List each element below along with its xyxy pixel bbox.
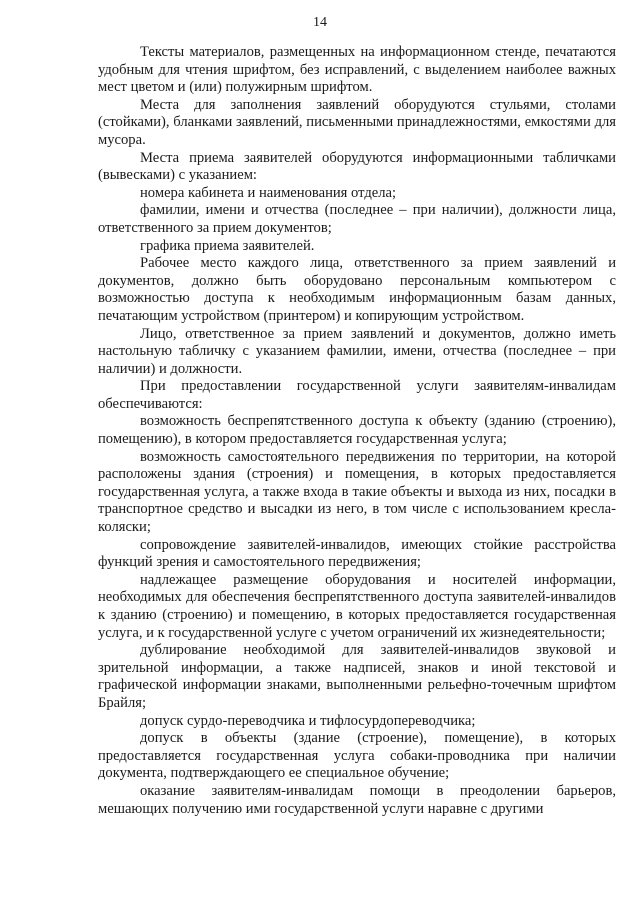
page-number: 14: [313, 15, 327, 30]
list-item: дублирование необходимой для заявителей-инвалидов звуковой и зрительной информации, а также надписей, знаков и иной текстовой и графической информации знаками, выполненными рельефно-точечным шрифтом Брайля;: [98, 642, 616, 711]
list-item: допуск сурдо-переводчика и тифлосурдопереводчика;: [140, 712, 476, 729]
paragraph: Места для заполнения заявлений оборудуются стульями, столами (стойками), бланками заявлений, письменными принадлежностями, емкостями для мусора.: [98, 96, 616, 148]
paragraph: Лицо, ответственное за прием заявлений и документов, должно иметь настольную табличку с указанием фамилии, имени, отчества (последнее – при наличии) и должности.: [98, 325, 616, 377]
list-item: надлежащее размещение оборудования и носителей информации, необходимых для обеспечения беспрепятственного доступа заявителей-инвалидов к зданию (строению) и помещению, в которых предоставляется государственная услуга, и к государственной услуге с учетом ограничений их жизнедеятельности;: [98, 571, 616, 641]
paragraph: Рабочее место каждого лица, ответственного за прием заявлений и документов, должно быть оборудовано персональным компьютером с возможностью доступа к необходимым информационным базам данных, печатающим устройством (принтером) и копирующим устройством.: [98, 255, 616, 324]
list-item: возможность самостоятельного передвижения по территории, на которой расположены здания (строения) и помещения, в которых предоставляется государственная услуга, а также входа в такие объекты и выхода из них, посадки в транспортное средство и высадки из него, в том числе с использованием кресла-коляски;: [98, 448, 616, 536]
paragraph: Тексты материалов, размещенных на информационном стенде, печатаются удобным для чтения шрифтом, без исправлений, с выделением наиболее важных мест цветом и (или) полужирным шрифтом.: [98, 44, 616, 96]
list-item: оказание заявителям-инвалидам помощи в преодолении барьеров, мешающих получению ими государственной услуги наравне с другими: [98, 782, 616, 817]
document-body: [98, 44, 616, 818]
paragraph: Места приема заявителей оборудуются информационными табличками (вывесками) с указанием:: [98, 149, 616, 184]
list-item: возможность беспрепятственного доступа к объекту (зданию (строению), помещению), в котором предоставляется государственная услуга;: [98, 413, 616, 448]
list-item: сопровождение заявителей-инвалидов, имеющих стойкие расстройства функций зрения и самостоятельного передвижения;: [98, 536, 616, 571]
list-item: допуск в объекты (здание (строение), помещение), в которых предоставляется государственная услуга собаки-проводника при наличии документа, подтверждающего ее специальное обучение;: [98, 730, 616, 782]
list-item: фамилии, имени и отчества (последнее – при наличии), должности лица, ответственного за прием документов;: [98, 202, 616, 236]
paragraph: При предоставлении государственной услуги заявителям-инвалидам обеспечиваются:: [98, 378, 616, 412]
list-item: номера кабинета и наименования отдела;: [140, 184, 397, 201]
list-item: графика приема заявителей.: [140, 237, 315, 254]
